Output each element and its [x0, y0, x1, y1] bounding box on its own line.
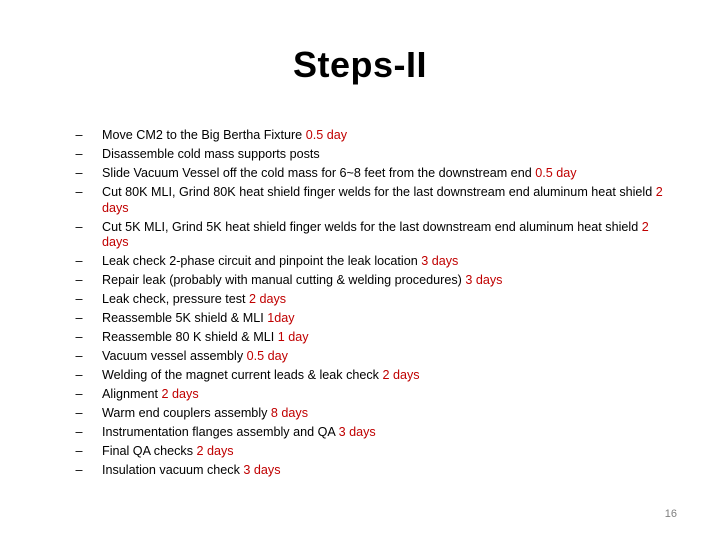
dash-bullet-icon: –	[75, 387, 83, 401]
step-text: Welding of the magnet current leads & leak check	[102, 368, 383, 382]
list-item	[72, 292, 672, 308]
step-duration: 3 days	[243, 463, 281, 477]
dash-bullet-icon: –	[75, 273, 83, 287]
dash-bullet-icon: –	[75, 219, 83, 234]
dash-bullet-icon: –	[75, 311, 83, 325]
list-item	[72, 273, 672, 289]
step-text: Insulation vacuum check	[102, 463, 244, 477]
step-duration: 0.5 day	[305, 128, 347, 142]
dash-bullet-icon: –	[75, 368, 83, 382]
list-item	[72, 147, 672, 163]
step-duration: 8 days	[270, 406, 309, 420]
step-duration: 0.5 day	[246, 349, 288, 363]
step-duration: 2 days	[102, 219, 649, 249]
step-text: Vacuum vessel assembly	[102, 349, 247, 363]
list-item	[72, 349, 672, 365]
step-text: Cut 80K MLI, Grind 80K heat shield finger welds for the last downstream end aluminum heat shield	[102, 185, 656, 199]
step-duration: 3 days	[465, 273, 503, 287]
dash-bullet-icon: –	[75, 444, 83, 458]
dash-bullet-icon: –	[75, 166, 83, 180]
list-item	[72, 368, 672, 384]
step-text: Cut 5K MLI, Grind 5K heat shield finger welds for the last downstream end aluminum heat shield	[102, 219, 642, 234]
list-item	[72, 406, 672, 422]
step-text: Warm end couplers assembly	[102, 406, 271, 420]
dash-bullet-icon: –	[75, 147, 83, 161]
dash-bullet-icon: –	[75, 349, 83, 363]
page-number: 16	[664, 508, 677, 520]
step-duration: 1day	[267, 311, 295, 325]
dash-bullet-icon: –	[75, 128, 83, 142]
step-text: Instrumentation flanges assembly and QA	[102, 425, 339, 439]
list-item	[72, 311, 672, 327]
step-duration: 1 day	[277, 330, 309, 344]
step-duration: 0.5 day	[535, 166, 577, 180]
step-text: Disassemble cold mass supports posts	[102, 147, 320, 161]
list-item	[72, 254, 672, 270]
list-item	[72, 330, 672, 346]
steps-list	[72, 128, 672, 482]
step-text: Reassemble 5K shield & MLI	[102, 311, 268, 325]
step-text: Move CM2 to the Big Bertha Fixture	[102, 128, 306, 142]
list-item	[72, 425, 672, 441]
step-text: Reassemble 80 K shield & MLI	[102, 330, 278, 344]
step-duration: 2 days	[196, 444, 234, 458]
step-duration: 2 days	[161, 387, 199, 401]
step-duration: 2 days	[382, 368, 420, 382]
step-text: Alignment	[102, 387, 162, 401]
dash-bullet-icon: –	[75, 463, 83, 477]
step-duration: 3 days	[421, 254, 459, 268]
step-text: Final QA checks	[102, 444, 197, 458]
step-text: Repair leak (probably with manual cutting & welding procedures)	[102, 273, 466, 287]
slide-title: Steps-II	[292, 44, 428, 85]
list-item	[72, 463, 672, 479]
list-item	[72, 387, 672, 403]
list-item	[72, 185, 672, 216]
list-item	[72, 220, 672, 251]
dash-bullet-icon: –	[75, 185, 83, 199]
list-item	[72, 166, 672, 182]
list-item	[72, 128, 672, 144]
dash-bullet-icon: –	[75, 425, 83, 439]
dash-bullet-icon: –	[75, 292, 83, 306]
step-duration: 2 days	[102, 185, 663, 215]
list-item	[72, 444, 672, 460]
step-text: Slide Vacuum Vessel off the cold mass for 6~8 feet from the downstream end	[102, 166, 536, 180]
step-text: Leak check 2-phase circuit and pinpoint the leak location	[102, 254, 422, 268]
dash-bullet-icon: –	[75, 254, 83, 268]
dash-bullet-icon: –	[75, 406, 83, 420]
dash-bullet-icon: –	[75, 330, 83, 344]
step-duration: 3 days	[338, 425, 376, 439]
step-text: Leak check, pressure test	[102, 292, 249, 306]
step-duration: 2 days	[249, 292, 287, 306]
